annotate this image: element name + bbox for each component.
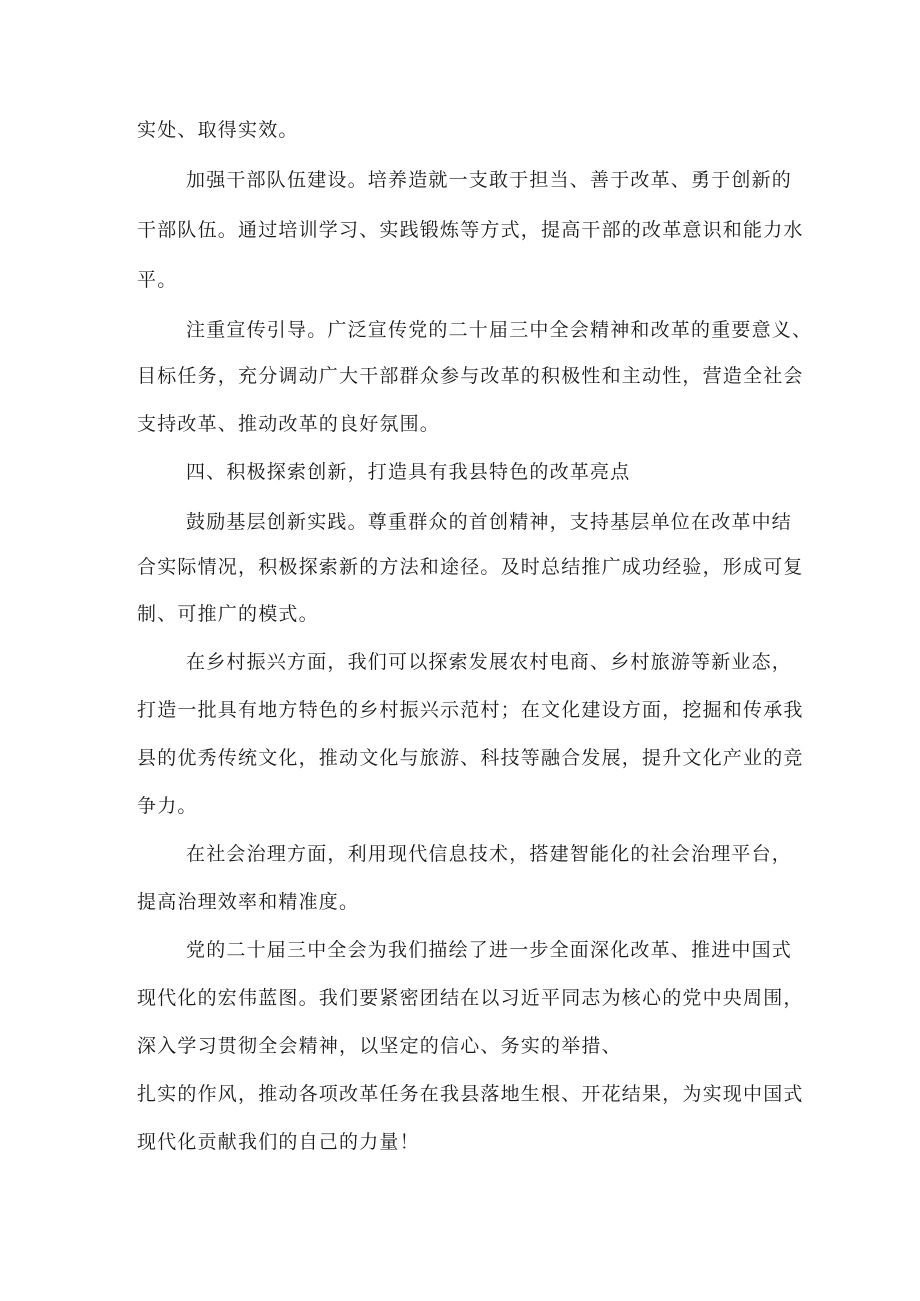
text-line: 扎实的作风，推动各项改革任务在我县落地生根、开花结果，为实现中国式 bbox=[137, 1083, 804, 1105]
section-heading: 四、积极探索创新，打造具有我县特色的改革亮点 bbox=[186, 461, 631, 483]
text-line: 注重宣传引导。广泛宣传党的二十届三中全会精神和改革的重要意义、 bbox=[186, 319, 813, 341]
text-line: 干部队伍。通过培训学习、实践锻炼等方式，提高干部的改革意识和能力水 bbox=[137, 219, 804, 241]
text-line: 加强干部队伍建设。培养造就一支敢于担当、善于改革、勇于创新的 bbox=[186, 169, 793, 191]
text-line: 党的二十届三中全会为我们描绘了进一步全面深化改革、推进中国式 bbox=[186, 939, 793, 961]
text-line: 制、可推广的模式。 bbox=[137, 603, 319, 625]
text-line: 实处、取得实效。 bbox=[137, 119, 299, 141]
text-line: 现代化贡献我们的自己的力量！ bbox=[137, 1131, 420, 1153]
text-line: 鼓励基层创新实践。尊重群众的首创精神，支持基层单位在改革中结 bbox=[186, 511, 793, 533]
text-line: 打造一批具有地方特色的乡村振兴示范村；在文化建设方面，挖掘和传承我 bbox=[137, 699, 804, 721]
text-line: 深入学习贯彻全会精神，以坚定的信心、务实的举措、 bbox=[137, 1035, 622, 1057]
text-line: 提高治理效率和精准度。 bbox=[137, 891, 360, 913]
text-line: 目标任务，充分调动广大干部群众参与改革的积极性和主动性，营造全社会 bbox=[137, 365, 804, 387]
text-line: 支持改革、推动改革的良好氛围。 bbox=[137, 413, 441, 435]
text-line: 平。 bbox=[137, 269, 178, 291]
text-line: 在乡村振兴方面，我们可以探索发展农村电商、乡村旅游等新业态， bbox=[186, 651, 793, 673]
text-line: 在社会治理方面，利用现代信息技术，搭建智能化的社会治理平台， bbox=[186, 843, 793, 865]
text-line: 合实际情况，积极探索新的方法和途径。及时总结推广成功经验，形成可复 bbox=[137, 556, 804, 578]
text-line: 现代化的宏伟蓝图。我们要紧密团结在以习近平同志为核心的党中央周围， bbox=[137, 987, 804, 1009]
text-line: 争力。 bbox=[137, 795, 198, 817]
text-line: 县的优秀传统文化，推动文化与旅游、科技等融合发展，提升文化产业的竞 bbox=[137, 747, 804, 769]
